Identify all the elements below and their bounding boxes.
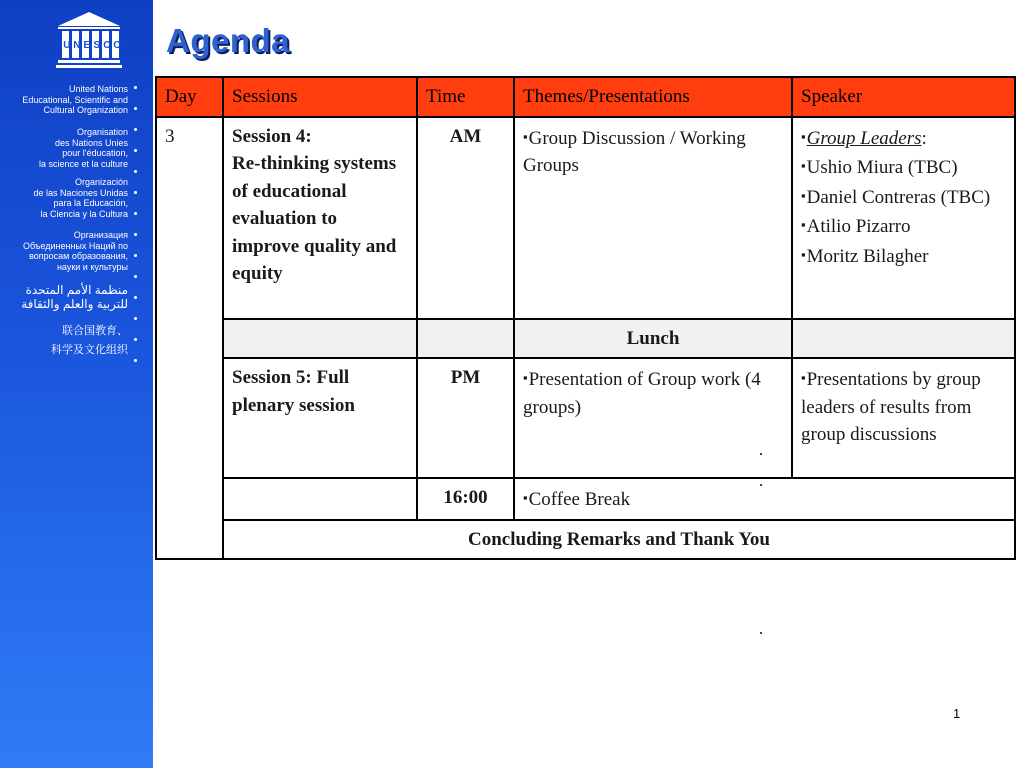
table-header-row bbox=[156, 77, 1015, 117]
svg-text:N: N bbox=[73, 40, 81, 51]
session5-title: Session 5: Full plenary session bbox=[223, 358, 417, 478]
org-name-russian: Организация Объединенных Наций по вопросам образования, науки и культуры bbox=[22, 230, 128, 272]
table-row bbox=[156, 478, 1015, 520]
bullet-icon: ▪ bbox=[523, 490, 528, 505]
group-leaders-label: Group Leaders bbox=[806, 127, 922, 149]
header-day: Day bbox=[156, 77, 223, 117]
page-title: Agenda bbox=[166, 22, 291, 59]
session4-time: AM bbox=[417, 117, 514, 319]
org-name-arabic: منظمة الأمم المتحدة للتربية والعلم والثقافة bbox=[21, 283, 128, 311]
day-cell: 3 bbox=[156, 117, 223, 560]
table-row bbox=[156, 117, 1015, 319]
agenda-table bbox=[155, 76, 1016, 560]
svg-text:U: U bbox=[63, 40, 71, 51]
stray-dot bbox=[760, 484, 762, 486]
header-sessions: Sessions bbox=[223, 77, 417, 117]
speaker-name: Atilio Pizarro bbox=[806, 216, 911, 237]
speaker-name: Moritz Bilagher bbox=[806, 245, 929, 267]
unesco-sidebar bbox=[0, 0, 153, 768]
stray-dot bbox=[760, 453, 762, 455]
table-row bbox=[156, 319, 1015, 359]
table-row bbox=[156, 358, 1015, 478]
closing-remarks: Concluding Remarks and Thank You bbox=[223, 520, 1015, 560]
lunch-label: Lunch bbox=[514, 319, 792, 359]
org-name-french: Organisation des Nations Unies pour l'éducation, la science et la culture bbox=[38, 127, 128, 169]
bullet-icon: ▪ bbox=[801, 246, 806, 262]
speaker-name: Ushio Miura (TBC) bbox=[806, 157, 958, 178]
bullet-icon: ▪ bbox=[801, 187, 806, 203]
session5-theme: Presentation of Group work (4 groups) bbox=[523, 369, 761, 418]
session4-speaker-cell bbox=[792, 117, 1015, 319]
coffee-cell bbox=[514, 478, 1015, 520]
bullet-icon: ▪ bbox=[801, 128, 806, 144]
bullet-icon: ▪ bbox=[523, 370, 528, 385]
svg-text:C: C bbox=[103, 40, 111, 51]
session5-time: PM bbox=[417, 358, 514, 478]
org-name-spanish: Organización de las Naciones Unidas para la Educación, la Ciencia y la Cultura bbox=[33, 177, 128, 219]
header-themes: Themes/Presentations bbox=[514, 77, 792, 117]
sidebar-dot-column bbox=[134, 86, 142, 380]
coffee-label: Coffee Break bbox=[528, 489, 631, 510]
org-name-chinese: 联合国教育、 科学及文化组织 bbox=[51, 325, 128, 356]
session5-speaker-cell bbox=[792, 358, 1015, 478]
svg-text:O: O bbox=[113, 40, 121, 51]
session4-subtitle: Re-thinking systems of educational evaluation to improve quality and equity bbox=[232, 153, 397, 284]
bullet-icon: ▪ bbox=[801, 370, 806, 385]
page-number: 1 bbox=[953, 706, 961, 721]
bullet-icon: ▪ bbox=[523, 128, 528, 144]
coffee-time: 16:00 bbox=[417, 478, 514, 520]
svg-text:E: E bbox=[83, 40, 91, 51]
table-row bbox=[156, 520, 1015, 560]
bullet-icon: ▪ bbox=[801, 158, 806, 173]
svg-text:S: S bbox=[93, 40, 101, 51]
session4-theme-cell bbox=[514, 117, 792, 319]
header-time: Time bbox=[417, 77, 514, 117]
session4-theme: Group Discussion / Working Groups bbox=[523, 127, 746, 176]
header-speaker: Speaker bbox=[792, 77, 1015, 117]
stray-dot bbox=[760, 632, 762, 634]
speaker-name: Daniel Contreras (TBC) bbox=[806, 186, 991, 208]
session4-title: Session 4: bbox=[232, 125, 312, 147]
session4-cell bbox=[223, 117, 417, 319]
session5-speaker: Presentations by group leaders of results from group discussions bbox=[801, 369, 981, 445]
colon: : bbox=[921, 127, 927, 149]
session5-theme-cell bbox=[514, 358, 792, 478]
bullet-icon: ▪ bbox=[801, 217, 806, 232]
unesco-temple-logo bbox=[56, 10, 122, 68]
org-name-english: United Nations Educational, Scientific and Cultural Organization bbox=[22, 84, 128, 115]
